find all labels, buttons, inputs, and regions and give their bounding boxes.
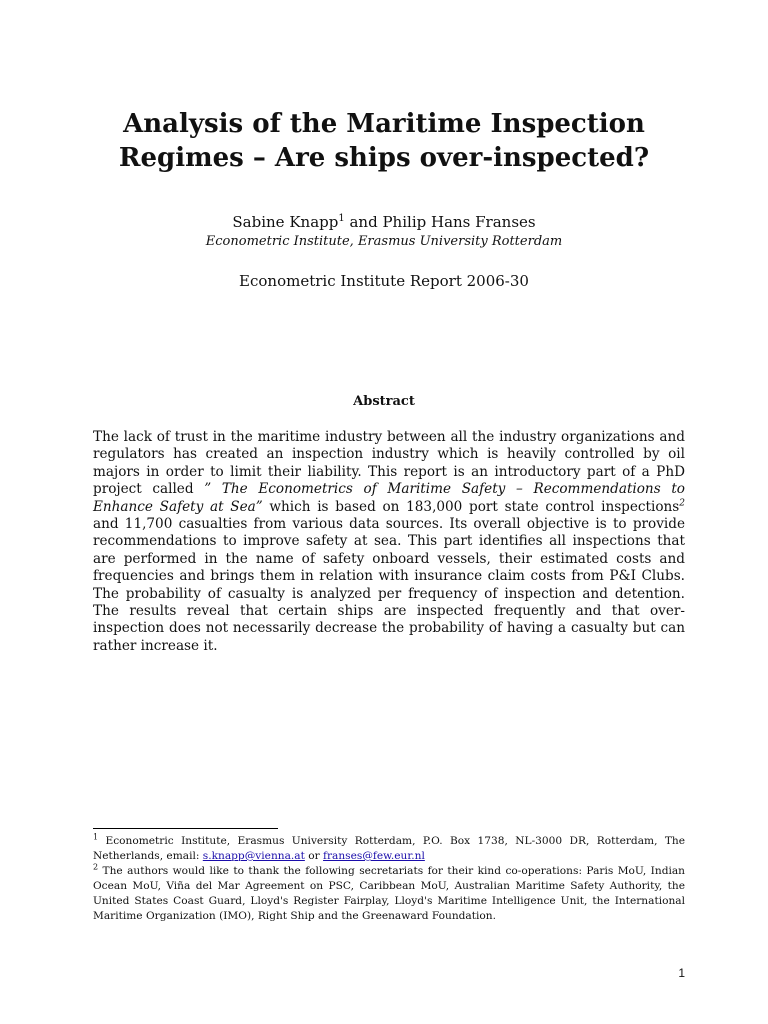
footnotes-section [93,834,685,924]
footnote-1-text: Econometric Institute, Erasmus University Rotterdam, P.O. Box 1738, NL-3000 DR, Rotterdam, The Netherlands, email: [93,835,685,862]
author-1-name: Sabine Knapp [232,213,339,231]
author-1-footnote-mark: 1 [338,213,345,224]
abstract-text-part-2: which is based on 183,000 port state control inspections [262,498,680,515]
footnote-1 [93,834,685,864]
abstract-text-part-1: The lack of trust in the maritime industry between all the industry organizations and regulators has created an inspection industry which is heavily controlled by oil majors in order to limit their liability. This report is an introductory part of a PhD project called [93,429,685,498]
email-link-knapp[interactable]: s.knapp@vienna.at [202,850,305,862]
email-link-franses[interactable]: franses@few.eur.nl [323,850,425,862]
footnote-1-marker: 1 [93,832,99,842]
footnote-separator [93,828,278,829]
author-line [60,212,708,232]
author-joiner: and [344,213,383,231]
footnote-1-or: or [304,850,324,862]
abstract-text-part-3: and 11,700 casualties from various data sources. Its overall objective is to provide recommendations to improve safety at sea. This part identifies all inspections that are performed in the name of safety onboard vessels, their estimated costs and frequencies and brings them in relation with insurance claim costs from P&I Clubs. The probability of casualty is analyzed per frequency of inspection and detention. The results reveal that certain ships are inspected frequently and that over-inspection does not necessarily decrease the probability of having a casualty but can rather increase it. [93,516,685,654]
paper-title-line-2: Regimes – Are ships over-inspected? [118,143,650,173]
footnote-2-mark: 2 [679,498,685,509]
paper-title [60,107,708,175]
abstract-heading: Abstract [353,394,415,409]
page-number: 1 [678,966,685,980]
footnote-2-text: The authors would like to thank the following secretariats for their kind co-operations: Paris MoU, Indian Ocean MoU, Viña del Mar Agreement on PSC, Caribbean MoU, Australian Maritime Safety Authority, the United States Coast Guard, Lloyd's Register Fairplay, Lloyd's Maritime Intelligence Unit, the International Maritime Organization (IMO), Right Ship and the Greenaward Foundation. [93,865,685,922]
author-2-name: Philip Hans Franses [382,213,536,231]
footnote-2-marker: 2 [93,862,99,872]
abstract-paragraph [93,429,685,655]
project-title: ” The Econometrics of Maritime Safety – Recommendations to Enhance Safety at Sea” [93,481,685,515]
paper-title-line-1: Analysis of the Maritime Inspection [123,109,645,139]
footnote-2 [93,864,685,924]
report-number: Econometric Institute Report 2006-30 [239,272,529,290]
author-affiliation: Econometric Institute, Erasmus University Rotterdam [205,234,563,249]
